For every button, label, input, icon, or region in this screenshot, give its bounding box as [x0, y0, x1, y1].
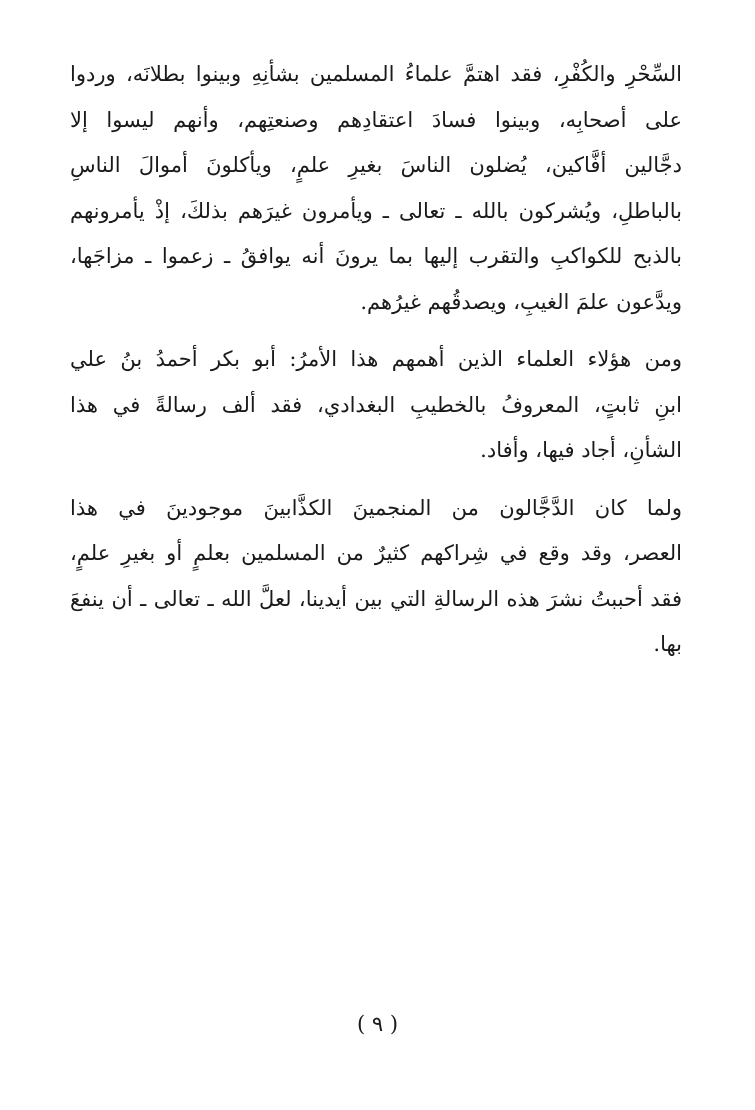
paragraph-3-line-1: ولما كان الدَّجَّالون من المنجمينَ الكذَّابينَ موجودينَ في هذا: [70, 495, 682, 520]
paragraph-2-line-2: ابنِ ثابتٍ، المعروفُ بالخطيبِ البغدادي، فقد ألف رسالةً في هذا: [70, 392, 682, 417]
paragraph-1-line-4: بالباطلِ، ويُشركون بالله ـ تعالى ـ ويأمرون غيرَهم بذلكَ، إذْ يأمرونهم: [70, 198, 682, 223]
paragraph-1: [70, 52, 682, 325]
paragraph-3-line-3: فقد أحببتُ نشرَ هذه الرسالةِ التي بين أيدينا، لعلَّ الله ـ تعالى ـ أن ينفعَ: [70, 586, 682, 611]
paragraph-3: [70, 486, 682, 668]
paragraph-2-line-3: الشأنِ، أجاد فيها، وأفاد.: [480, 438, 682, 462]
paragraph-2: [70, 337, 682, 474]
paragraph-3-line-2: العصر، وقد وقع في شِراكهم كثيرٌ من المسلمين بعلمٍ أو بغيرِ علمٍ،: [70, 541, 682, 565]
paragraph-1-line-3: دجَّالين أفَّاكين، يُضلون الناسَ بغيرِ علمٍ، ويأكلونَ أموالَ الناسِ: [70, 153, 682, 177]
paragraph-2-line-1: ومن هؤلاء العلماء الذين أهمهم هذا الأمرُ: أبو بكر أحمدُ بنُ علي: [70, 347, 682, 371]
paragraph-1-line-1: السِّحْرِ والكُفْرِ، فقد اهتمَّ علماءُ المسلمين بشأنِهِ وبينوا بطلانَه، وردوا: [70, 62, 682, 86]
page-number: ( ٩ ): [356, 1012, 399, 1036]
paragraph-1-line-6: ويدَّعون علمَ الغيبِ، ويصدقُهم غيرُهم.: [360, 289, 682, 314]
paragraph-1-line-2: على أصحابِه، وبينوا فسادَ اعتقادِهم وصنعتِهم، وأنهم ليسوا إلا: [70, 107, 682, 132]
document-page: [70, 52, 682, 668]
paragraph-3-line-4: بها.: [653, 632, 682, 656]
paragraph-1-line-5: بالذبح للكواكبِ والتقرب إليها بما يرونَ أنه يوافقُ ـ زعموا ـ مزاجَها،: [70, 244, 682, 268]
